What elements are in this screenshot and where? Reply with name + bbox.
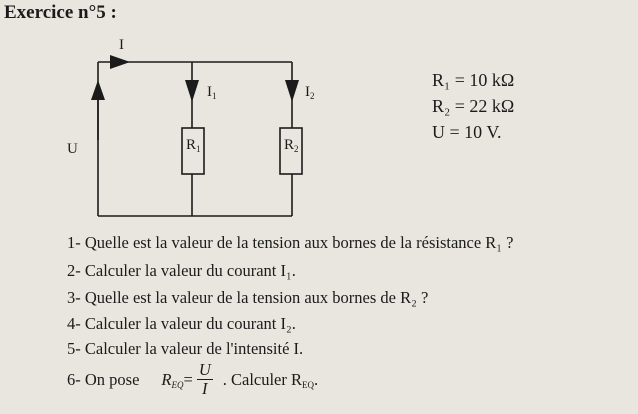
q6-suffix-end: . [314,369,319,389]
question-3: 3- Quelle est la valeur de la tension aux bornes de R₂ ? [67,288,429,307]
q6-req-symbol [161,370,183,390]
q6-suffix-sub: EQ [302,379,315,390]
q6-equals: = [183,369,193,389]
label-voltage-u: U [67,141,78,157]
label-i1-sub: 1 [212,91,217,101]
q6-suffix [223,370,318,390]
question-5: 5- Calculer la valeur de l'intensité I. [67,339,304,358]
label-r1-sub: 1 [196,144,201,154]
q6-prefix: 6- On pose [67,369,140,389]
question-4: 4- Calculer la valeur du courant I₂. [67,314,296,333]
q6-suffix-main: . Calculer R [222,369,303,389]
current-i1-arrow-icon [185,80,199,102]
label-current-i: I [119,37,124,53]
question-2: 2- Calculer la valeur du courant I₁. [67,261,296,280]
label-current-i2 [305,84,315,101]
label-r2-main: R [284,137,295,153]
question-6 [67,361,318,398]
label-current-i1 [207,84,217,101]
voltage-arrow-icon [91,80,105,100]
question-1: 1- Quelle est la valeur de la tension aux bornes de la résistance R₁ ? [67,233,514,252]
label-i1-main: I [207,84,212,100]
label-r2 [284,137,299,154]
current-i-arrow-icon [110,55,130,69]
q6-req-sub: EQ [171,379,184,390]
q6-req-main: R [161,369,172,389]
value-r1: R₁ = 10 kΩ [432,70,515,90]
exercise-title: Exercice n°5 : [4,2,117,23]
circuit-diagram [0,0,340,240]
q6-fraction [197,361,213,398]
label-r2-sub: 2 [294,144,299,154]
label-i2-main: I [305,84,310,100]
value-u: U = 10 V. [432,122,502,142]
value-r2: R₂ = 22 kΩ [432,96,515,116]
current-i2-arrow-icon [285,80,299,102]
label-r1-main: R [186,137,197,153]
q6-denominator: I [202,379,208,398]
label-r1 [186,137,201,154]
label-i2-sub: 2 [310,91,315,101]
q6-numerator: U [198,360,211,379]
